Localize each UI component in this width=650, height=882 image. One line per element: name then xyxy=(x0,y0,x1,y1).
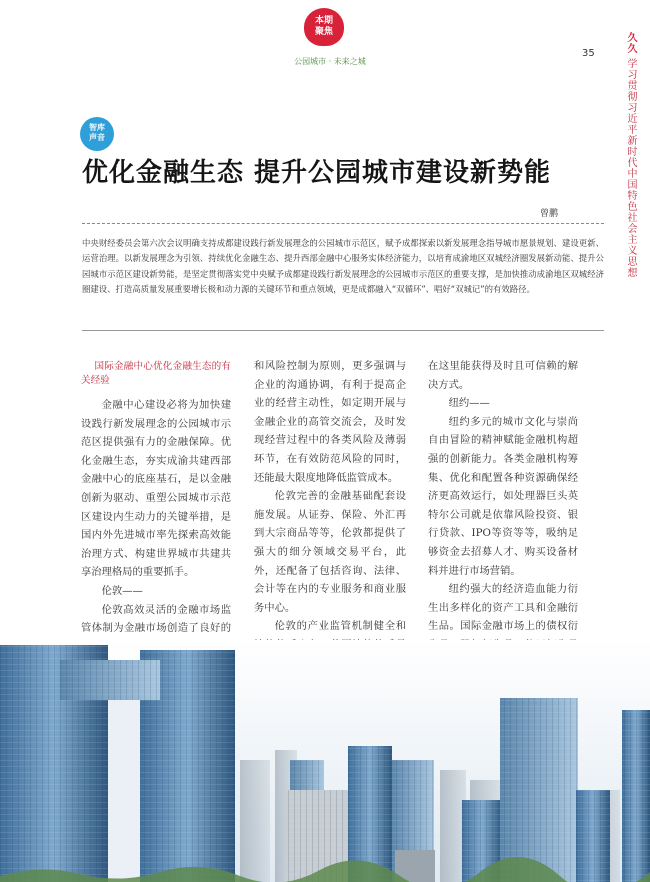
paragraph: 在这里能获得及时且可信赖的解决方式。 xyxy=(428,360,578,391)
paragraph: 伦敦高效灵活的金融市场监管体制为金融市场创造了良好的 xyxy=(81,603,231,635)
issue-focus-badge xyxy=(304,8,344,46)
text-column-1 xyxy=(81,360,231,656)
subheading-london: 伦敦—— xyxy=(101,584,143,597)
city-skyline-photo xyxy=(0,640,650,882)
paragraph: 伦敦完善的金融基础配套设施发展。从证券、保险、外汇再到大宗商品等等，伦敦都提供了强大的细分领域交易平台，此外，还配备了包括咨询、法律、会计等在内的专业服务和商业服务中心。 xyxy=(254,490,406,614)
section-badge-line-2: 声音 xyxy=(89,133,105,142)
article-author: 曾鹏 xyxy=(540,209,559,219)
side-column-banner xyxy=(614,32,638,279)
paragraph: 纽约强大的经济造血能力衍生出多样化的资产工具和金融衍生品。国际金融市场上的债权衍 xyxy=(428,583,578,633)
divider-top xyxy=(82,223,604,224)
divider-bottom xyxy=(82,330,604,331)
badge-line-2: 聚焦 xyxy=(314,27,333,37)
section-badge xyxy=(80,117,114,151)
article-title: 优化金融生态 提升公园城市建设新势能 xyxy=(82,158,552,188)
article-abstract: 中央财经委员会第六次会议明确支持成都建设践行新发展理念的公园城市示范区，赋予成都探索以新发展理念指导城市愿景规划、建设更新、运营治理。以新发展理念为引领、持续优化金融生态、提升西部金融中心服务实体经济能力，以培育成渝地区双城经济圈发展新动能、提升公园城市示范区建设新势能，是坚定贯彻落实党中央赋予成都建设践行新发展理念的公园城市示范区的重要支撑，是加快推动成渝地区双城经济圈建设、打造高质量发展重要增长极和动力源的关键环节和重点领域，更是成都融入“双循环”、唱好“双城记”的有效路径。 xyxy=(82,238,604,295)
badge-line-1: 本期 xyxy=(314,16,333,26)
paragraph: 纽约多元的城市文化与崇尚自由冒险的精神赋能金融机构超强的创新能力。各类金融机构筹集、优化和配置各种资源确保经济更高效运行，如处理器巨头英特尔公司就是依靠风险投资、银行贷款、IPO等资等等，吸纳足够资金去招募人才、购买设备材料并进行市场营销。 xyxy=(428,415,578,577)
section-heading: 国际金融中心优化金融生态的有关经验 xyxy=(81,361,231,386)
side-banner-text: 学习贯彻习近平新时代中国特色社会主义思想 xyxy=(625,58,636,279)
header-subtitle: 公园城市 · 未来之城 xyxy=(294,57,366,66)
side-mark: 久久 xyxy=(625,32,636,54)
paragraph: 金融中心建设必将为加快建设践行新发展理念的公园城市示范区提供强有力的金融保障。优化金融生态，夯实成渝共建西部金融中心的底座基石，是以金融创新为驱动、重塑公园城市示范区建设内生动力的关键举措，是国内外先进城市率先探索高效能治理方式、构建世界城市共建共享治理格局的重要抓手。 xyxy=(81,399,231,579)
paragraph: 伦敦的产业监管机制健全和 xyxy=(274,620,406,633)
section-badge-line-1: 智库 xyxy=(89,123,105,132)
page-number: 35 xyxy=(582,48,595,59)
subheading-newyork: 纽约—— xyxy=(448,397,490,410)
paragraph: 和风险控制为原则，更多强调与企业的沟通协调，有利于提高企业的经营主动性，如定期开展与金融企业的高管交流会，及时发现经营过程中的各类风险及薄弱环节，在有效防范风险的同时，还能最大限度地降低监管成本。 xyxy=(254,360,406,484)
